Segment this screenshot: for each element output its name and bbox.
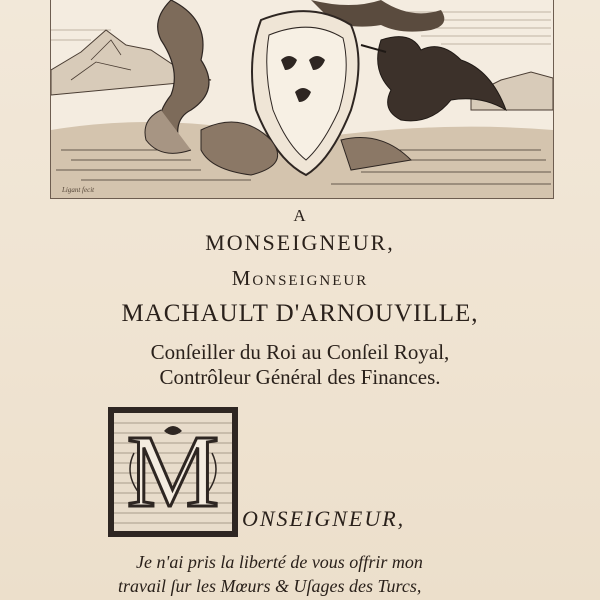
dedication-line1: MONSEIGNEUR, xyxy=(205,230,395,255)
salutation: ONSEIGNEUR, xyxy=(242,506,406,531)
vignette-illustration xyxy=(51,0,553,198)
body-line: travail ſur les Mœurs & Uſages des Turcs, xyxy=(118,576,422,596)
decorated-initial xyxy=(108,407,238,537)
engraver-signature: Ligant fecit xyxy=(62,186,95,194)
initial-letter: M xyxy=(126,414,220,529)
engraved-vignette xyxy=(50,0,554,199)
dedication-preposition: A xyxy=(293,206,307,225)
dedicatee-name: MACHAULT D'ARNOUVILLE, xyxy=(121,300,479,327)
dedication-line2: Monseigneur xyxy=(231,266,369,290)
dedicatee-role1: Conſeiller du Roi au Conſeil Royal, xyxy=(150,340,450,364)
body-line: Je n'ai pris la liberté de vous offrir mon xyxy=(136,552,423,572)
dedicatee-role2: Contrôleur Général des Finances. xyxy=(159,365,441,389)
